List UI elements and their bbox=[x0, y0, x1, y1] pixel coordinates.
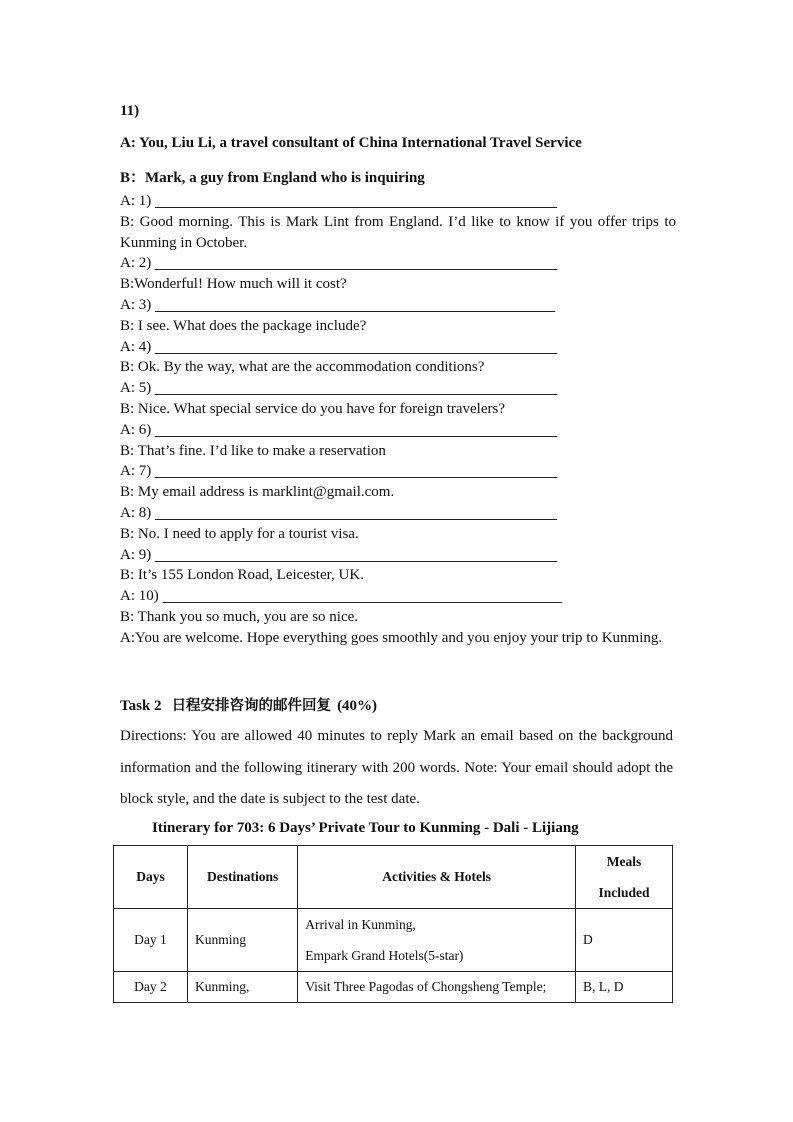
answer-label: A: 1) bbox=[120, 193, 152, 209]
answer-line bbox=[120, 295, 676, 316]
answer-blank[interactable] bbox=[155, 310, 555, 312]
answer-line bbox=[120, 378, 676, 399]
answer-line bbox=[120, 545, 676, 566]
dialog-line: A:You are welcome. Hope everything goes smoothly and you enjoy your trip to Kunming. bbox=[120, 629, 663, 646]
dialog bbox=[120, 191, 676, 649]
role-b-description: B：Mark, a guy from England who is inquiring bbox=[120, 170, 425, 186]
row-meals: D bbox=[576, 909, 673, 972]
answer-label: A: 10) bbox=[120, 588, 159, 605]
answer-blank[interactable] bbox=[155, 268, 557, 270]
dialog-line: B: No. I need to apply for a tourist visa. bbox=[120, 525, 359, 542]
row-day: Day 2 bbox=[114, 972, 188, 1003]
dialog-line: B: Good morning. This is Mark Lint from England. I’d like to know if you offer trips to Kunming in October. bbox=[120, 213, 676, 251]
answer-blank[interactable] bbox=[155, 435, 557, 437]
row-activity-line1: Arrival in Kunming, bbox=[305, 917, 416, 932]
directions-paragraph: Directions: You are allowed 40 minutes to reply Mark an email based on the background information and the following itinerary with 200 words. Note: Your email should adopt the block style, and the date is subject to the test date. bbox=[120, 728, 673, 807]
answer-blank[interactable] bbox=[155, 206, 557, 208]
dialog-line: B:Wonderful! How much will it cost? bbox=[120, 276, 347, 293]
header-meals bbox=[576, 846, 673, 909]
answer-label: A: 6) bbox=[120, 421, 152, 438]
itinerary-table bbox=[113, 845, 673, 1003]
answer-label: A: 3) bbox=[120, 296, 152, 313]
table-row bbox=[114, 909, 673, 972]
answer-line bbox=[120, 503, 676, 524]
header-destinations: Destinations bbox=[187, 846, 297, 909]
answer-line bbox=[120, 337, 676, 358]
dialog-line: B: That’s fine. I’d like to make a reservation bbox=[120, 442, 386, 459]
answer-blank[interactable] bbox=[155, 352, 557, 354]
answer-line bbox=[120, 253, 676, 274]
row-activities: Visit Three Pagodas of Chongsheng Temple; bbox=[298, 972, 576, 1003]
answer-line bbox=[120, 420, 676, 441]
answer-line bbox=[120, 586, 676, 607]
row-meals: B, L, D bbox=[576, 972, 673, 1003]
header-activities: Activities & Hotels bbox=[298, 846, 576, 909]
itinerary-header-row bbox=[114, 846, 673, 909]
answer-blank[interactable] bbox=[155, 518, 557, 520]
answer-label: A: 8) bbox=[120, 504, 152, 521]
itinerary-title: Itinerary for 703: 6 Days’ Private Tour to Kunming - Dali - Lijiang bbox=[152, 820, 579, 836]
row-activity-line2: Empark Grand Hotels(5-star) bbox=[305, 948, 464, 963]
answer-label: A: 7) bbox=[120, 463, 152, 480]
dialog-line: B: Thank you so much, you are so nice. bbox=[120, 608, 359, 625]
task-title-cn: 日程安排咨询的邮件回复 bbox=[171, 698, 332, 714]
answer-line bbox=[120, 461, 676, 482]
dialog-line: B: It’s 155 London Road, Leicester, UK. bbox=[120, 567, 364, 584]
answer-label: A: 2) bbox=[120, 255, 152, 272]
answer-label: A: 4) bbox=[120, 338, 152, 355]
role-a-description: A: You, Liu Li, a travel consultant of China International Travel Service bbox=[120, 135, 582, 151]
answer-blank[interactable] bbox=[163, 601, 562, 603]
dialog-line: B: Ok. By the way, what are the accommodation conditions? bbox=[120, 359, 485, 376]
row-activities bbox=[298, 909, 576, 972]
dialog-line: B: Nice. What special service do you have for foreign travelers? bbox=[120, 400, 505, 417]
answer-label: A: 9) bbox=[120, 546, 152, 563]
row-destination: Kunming bbox=[187, 909, 297, 972]
header-days: Days bbox=[114, 846, 188, 909]
header-meals-line1: Meals bbox=[606, 854, 642, 869]
header-meals-line2: Included bbox=[598, 885, 650, 900]
answer-blank[interactable] bbox=[155, 476, 557, 478]
task-label: Task 2 bbox=[120, 698, 162, 714]
row-destination: Kunming, bbox=[187, 972, 297, 1003]
answer-blank[interactable] bbox=[155, 560, 557, 562]
dialog-line: B: I see. What does the package include? bbox=[120, 317, 367, 334]
task-heading bbox=[120, 694, 377, 715]
dialog-line: B: My email address is marklint@gmail.com. bbox=[120, 484, 395, 501]
row-day: Day 1 bbox=[114, 909, 188, 972]
answer-label: A: 5) bbox=[120, 380, 152, 397]
answer-line bbox=[120, 191, 676, 212]
answer-blank[interactable] bbox=[155, 393, 557, 395]
question-number: 11) bbox=[120, 103, 140, 119]
task-weight: (40%) bbox=[337, 698, 378, 714]
table-row bbox=[114, 972, 673, 1003]
